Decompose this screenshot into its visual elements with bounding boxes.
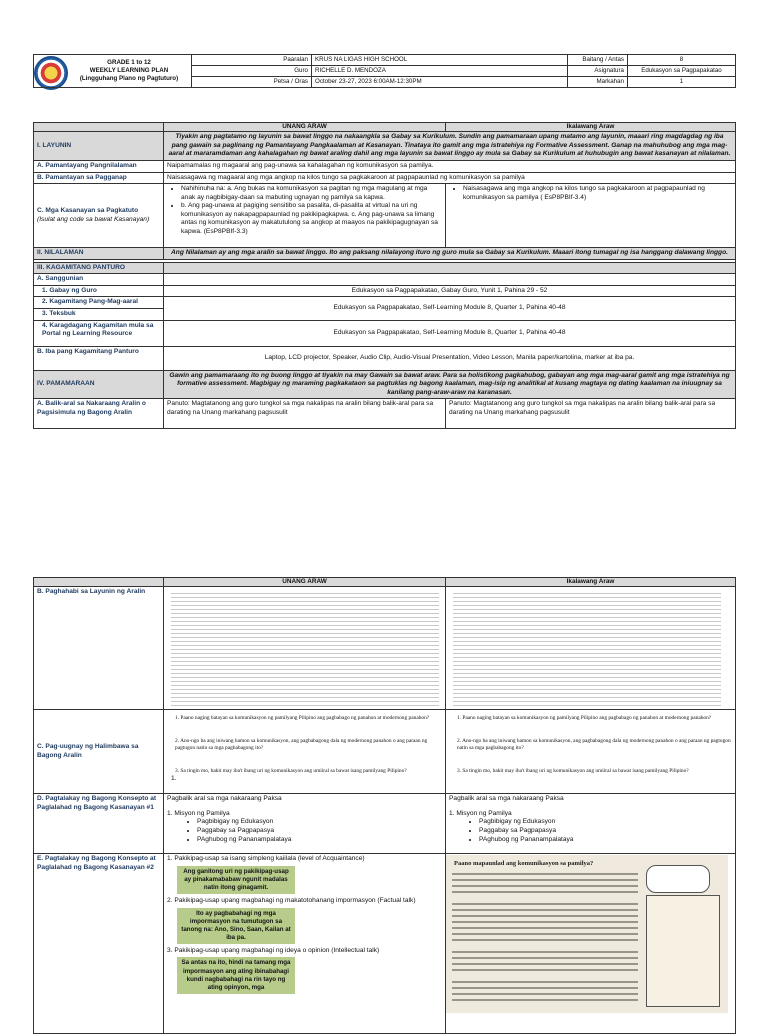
pamantayang-pangnilalaman-text: Naipamamalas ng magaaral ang pag-unawa sa kahalagahan ng komunikasyon sa pamilya. — [164, 161, 736, 173]
balik-aral-day2: Panuto: Magtatanong ang guro tungkol sa mga nakalipas na aralin bilang balik-aral para sa darating na Unang markahang pagsusulit — [446, 399, 736, 429]
pamantayang-pangnilalaman-label: A. Pamantayang Pangnilalaman — [34, 161, 164, 173]
day1-header: UNANG ARAW — [164, 578, 446, 587]
header-table — [33, 54, 736, 88]
day1-header: UNANG ARAW — [164, 123, 446, 132]
paghahabi-day1 — [164, 587, 446, 710]
pamantayan-sa-pagganap-text: Naisasagawa ng magaaral ang mga angkop na kilos tungo sa pagkakaroon at pagpapaunlad ng komunikasyon sa pamilya — [164, 172, 736, 184]
corner-cell — [34, 123, 164, 132]
sanggunian-blank — [164, 274, 736, 286]
text-line — [452, 933, 638, 935]
text-line — [452, 963, 638, 965]
kasanayan-day1-item: • b. Ang pag-unawa at pagiging sensitibo sa pasalita, di-pasalita at virtual na uri ng komunikasyon ay nakapagpapaunlad ng pakikipagkapwa. c. Ang pag-unawa sa limang antas ng komunikasyon ay makatutulong sa angkop at maayos na pakikipagugnayan sa kapwa. (EsP8PBIf-3.3) — [181, 202, 442, 236]
layunin-label: I. LAYUNIN — [34, 132, 164, 161]
balik-aral-label: A. Balik-aral sa Nakaraang Aralin o Pagsisimula ng Bagong Aralin — [34, 399, 164, 429]
pagtalakay2-label: E. Pagtalakay ng Bagong Konsepto at Paglalahad ng Bagong Kasanayan #2 — [34, 854, 164, 1034]
pamamaraan-text: Gawin ang pamamaraang ito ng buong linggo at tiyakin na may Gawain sa bawat araw. Para sa holistikong pagkahubog, gabayan ang mga mag-aaral gamit ang mga istratehiya ng formative assessment. Magbigay ng maraming pagkakataon sa pagtuklas ng bagong kaalaman, mag-isip ng analitikal at kusang magtaya ng dating kaalaman na iniuugnay sa kanilang pang-araw-araw na karanasan. — [164, 370, 736, 399]
misyon-item: • PAghubog ng Pananampalataya — [479, 836, 732, 845]
subject-value: Edukasyon sa Pagpapakatao — [628, 66, 736, 77]
karagdagan-label: 4. Karagdagang Kagamitan mula sa Portal ng Learning Resource — [34, 320, 164, 346]
iba-text: Laptop, LCD projector, Speaker, Audio Clip, Audio-Visual Presentation, Video Lesson, Manila paper/kartolina, marker at iba pa. — [164, 346, 736, 370]
date-label: Petsa / Oras — [192, 77, 312, 88]
text-line — [452, 957, 638, 959]
lesson-plan-table-2 — [33, 577, 736, 1034]
text-line — [452, 903, 638, 905]
gabay-label: 1. Gabay ng Guro — [34, 285, 164, 297]
kasanayan-day2 — [446, 184, 736, 248]
text-line — [452, 927, 638, 929]
text-line — [452, 915, 638, 917]
paguugnay-label: C. Pag-uugnay ng Halimbawa sa Bagong Aralin — [34, 710, 164, 794]
e-item: 2. Pakikipag-usap upang magbahagi ng makatotohanang impormasyon (Factual talk) — [167, 897, 416, 905]
kasanayan-day1 — [164, 184, 446, 248]
text-line — [452, 993, 638, 995]
kagamitan-label: III. KAGAMITANG PANTURO — [34, 262, 164, 274]
sanggunian-label: A. Sanggunian — [34, 274, 164, 286]
pagtalakay1-day2 — [446, 794, 736, 854]
grade-label: Baitang / Antas — [568, 55, 628, 66]
iba-label: B. Iba pang Kagamitang Panturo — [34, 346, 164, 370]
text-line — [452, 909, 638, 911]
paghahabi-day2 — [446, 587, 736, 710]
karagdagan-text: Edukasyon sa Pagpapakatao, Self-Learning Module 8, Quarter 1, Pahina 40-48 — [164, 320, 736, 346]
misyon-item: • Paggabay sa Pagpapasya — [197, 827, 442, 836]
quarter-label: Markahan — [568, 77, 628, 88]
day2-header: Ikalawang Araw — [446, 578, 736, 587]
pamamaraan-label: IV. PAMAMARAAN — [34, 370, 164, 399]
question-item: 3. Sa tingin mo, bakit may iba't ibang uri ng komunikasyon ang umiiral sa bawat isang pamilyang Pilipino? — [175, 768, 407, 775]
corner-cell — [34, 578, 164, 587]
grade-value: 8 — [628, 55, 736, 66]
extra-number: 1. — [171, 775, 177, 783]
plan-subtitle: (Lingguhang Plano ng Pagtuturo) — [79, 75, 179, 83]
pamantayan-sa-pagganap-label: B. Pamantayan sa Pagganap — [34, 172, 164, 184]
pagbalik-text: Pagbalik aral sa mga nakaraang Paksa — [167, 795, 282, 803]
kpm-text: Edukasyon sa Pagpapakatao, Self-Learning Module 8, Quarter 1, Pahina 40-48 — [164, 297, 736, 320]
pagtalakay2-day1 — [164, 854, 446, 1034]
text-line — [452, 981, 638, 983]
grades-text: GRADE 1 to 12 — [107, 58, 151, 66]
text-line — [452, 939, 638, 941]
teacher-value: RICHELLE D. MENDOZA — [312, 66, 568, 77]
question-item: 1. Paano naging batayan sa komunikasyon ng pamilyang Pilipino ang pagbabago ng panahon at modernong panahon? — [457, 715, 712, 722]
pagtalakay2-day2 — [446, 854, 736, 1034]
teksbuk-label: 3. Teksbuk — [34, 308, 164, 320]
question-item: 1. Paano naging batayan sa komunikasyon ng pamilyang Pilipino ang pagbabago ng panahon at modernong panahon? — [175, 715, 430, 722]
text-line — [452, 921, 638, 923]
family-illustration — [646, 895, 720, 1007]
intellectual-note-box: Sa antas na ito, hindi na tamang mga impormasyon ang ating ibinabahagi kundi nagbabahagi na rin tayo ng ating opinyon, mga — [177, 957, 295, 993]
text-line — [452, 873, 638, 875]
question-item: 3. Sa tingin mo, bakit may iba't ibang uri ng komunikasyon ang umiiral sa bawat isang pamilyang Pilipino? — [457, 768, 689, 775]
balik-aral-day1: Panuto: Magtatanong ang guro tungkol sa mga nakalipas na aralin bilang balik-aral para sa darating na Unang markahang pagsusulit — [164, 399, 446, 429]
misyon-item: • PAghubog ng Pananampalataya — [197, 836, 442, 845]
factual-note-box: Ito ay pagbabahagi ng mga impormasyon na tumutugon sa tanong na: Ano, Sino, Saan, Kailan at iba pa. — [177, 908, 295, 944]
kasanayan-label: C. Mga Kasanayan sa Pagkatuto — [37, 207, 139, 215]
speech-bubble-illustration — [646, 865, 710, 893]
text-line — [452, 987, 638, 989]
teacher-label: Guro — [192, 66, 312, 77]
school-value: KRUS NA LIGAS HIGH SCHOOL — [312, 55, 568, 66]
kagamitan-blank — [164, 262, 736, 274]
kasanayan-day1-item: • Nahihinuha na: a. Ang bukas na komunikasyon sa pagitan ng mga magulang at mga anak ay nagbibigay-daan sa mabuting ugnayan ng pamilya sa kapwa. — [181, 185, 442, 202]
day2-header: Ikalawang Araw — [446, 123, 736, 132]
text-line — [452, 969, 638, 971]
subject-label: Asignatura — [568, 66, 628, 77]
pagtalakay1-label: D. Pagtalakay ng Bagong Konsepto at Paglalahad ng Bagong Kasanayan #1 — [34, 794, 164, 854]
quarter-value: 1 — [628, 77, 736, 88]
kpm-label: 2. Kagamitang Pang-Mag-aaral — [34, 297, 164, 309]
textbook-page-title: Paano mapaunlad ang komunikasyon sa pamilya? — [454, 860, 594, 868]
misyon-item: • Pagbibigay ng Edukasyon — [197, 818, 442, 827]
text-line — [452, 891, 638, 893]
paghahabi-label: B. Paghahabi sa Layunin ng Aralin — [34, 587, 164, 710]
paguugnay-day1 — [164, 710, 446, 794]
kasanayan-day2-item: • Naisasagawa ang mga angkop na kilos tungo sa pagkakaroon at pagpapaunlad ng komunikasyon sa pamilya ( EsP8PBIf-3.4) — [463, 185, 732, 202]
pagtalakay1-day1 — [164, 794, 446, 854]
question-item: 2. Ano-ngo ba ang iniwang hamon sa komunikasyon, ang pagbabagong dala ng modernong panahon o ang paraan ng pagtugon natin sa mga pagbabagong ito? — [457, 738, 731, 752]
kasanayan-sub: (Isulat ang code sa bawat Kasanayan) — [37, 215, 150, 223]
gabay-text: Edukasyon sa Pagpapakatao, Gabay Guro, Yunit 1, Pahina 29 - 52 — [164, 285, 736, 297]
nilalaman-label: II. NILALAMAN — [34, 248, 164, 260]
misyon-title: 1. Misyon ng Pamilya — [167, 809, 230, 817]
misyon-item: • Paggabay sa Pagpapasya — [479, 827, 732, 836]
nilalaman-text: Ang Nilalaman ay ang mga aralin sa bawat linggo. Ito ang paksang nilalayong ituro ng guro mula sa Gabay sa Kurikulum. Maaari itong tumagal ng isa hanggang dalawang linggo. — [164, 248, 736, 260]
plan-title-cell — [34, 55, 192, 88]
e-item: 1. Pakikipag-usap sa isang simpleng kaiilala (level of Acquaintance) — [167, 855, 365, 863]
worksheet-thumbnail — [453, 590, 721, 708]
plan-title: WEEKLY LEARNING PLAN — [89, 66, 169, 74]
misyon-item: • Pagbibigay ng Edukasyon — [479, 818, 732, 827]
text-line — [452, 879, 638, 881]
misyon-title: 1. Misyon ng Pamilya — [449, 809, 512, 817]
text-line — [452, 999, 638, 1001]
kasanayan-label-cell — [34, 184, 164, 248]
text-line — [452, 885, 638, 887]
question-item: 2. Ano-ngo ba ang iniwang hamon sa komunikasyon, ang pagbabagong dala ng modernong panahon o ang paraan ng pagtugon natin sa mga pagbabagong ito? — [175, 738, 428, 752]
textbook-page-image — [446, 855, 728, 1013]
pagbalik-text: Pagbalik aral sa mga nakaraang Paksa — [449, 795, 564, 803]
worksheet-thumbnail — [171, 590, 439, 708]
layunin-text: Tiyakin ang pagtatamo ng layunin sa bawat linggo na nakaangkla sa Gabay sa Kurikulum. Sundin ang pamamaraan upang matamo ang layunin, maaari ring magdagdag ng iba pang gawain sa paglinang ng Pamantayang Pangkaalaman at Kasanayan. Tinataya ito gamit ang mga istratehiya ng Formative Assessment. Ganap na mahuhubog ang mga mag-aaral at mararamdaman ang kahalagahan ng bawat araling dahil ang mga layunin sa bawat linggo ay mula sa Gabay sa Kurikulum at huhubugin ang bawat kasanayan at nilalaman. — [164, 132, 736, 161]
text-line — [452, 951, 638, 953]
acquaintance-note-box: Ang ganitong uri ng pakikipag-usap ay pinakamababaw ngunit madalas natin itong ginagamit. — [177, 866, 295, 894]
paguugnay-day2 — [446, 710, 736, 794]
school-label: Paaralan — [192, 55, 312, 66]
e-item: 3. Pakikipag-usap upang magbahagi ng ideya o opinion (Intellectual talk) — [167, 946, 380, 954]
lesson-plan-table-1 — [33, 122, 736, 429]
date-value: October 23-27, 2023 6:00AM-12:30PM — [312, 77, 568, 88]
